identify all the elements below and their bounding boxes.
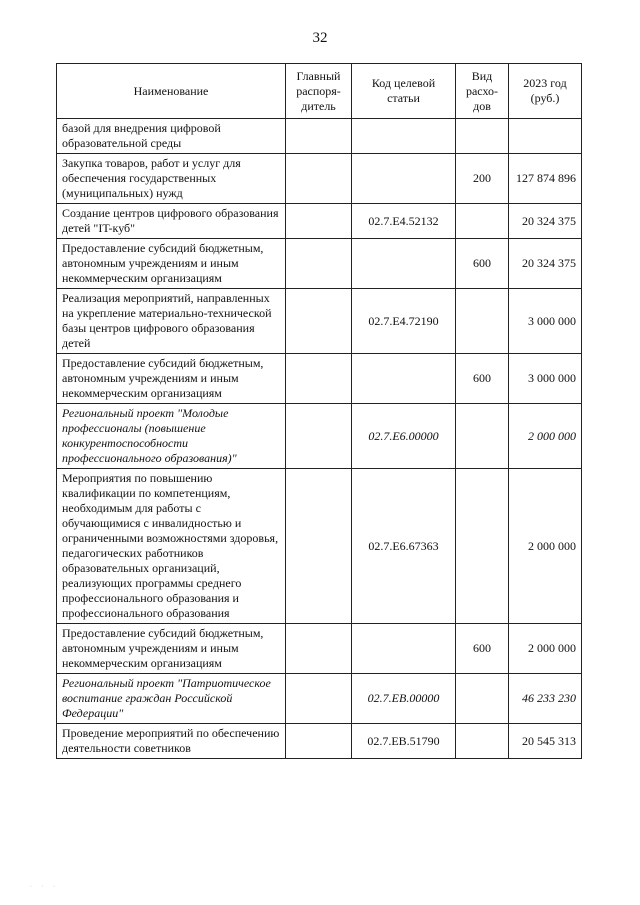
cell-amount: 2 000 000 bbox=[509, 404, 582, 469]
cell-code: 02.7.Е4.52132 bbox=[352, 204, 456, 239]
cell-name: Мероприятия по повышению квалификации по компетенциям, необходимым для работы с обучающимися с инвалидностью и ограниченными возможностями здоровья, педагогических работников образовательных организаций, реализующих программы среднего профессионального образования и профессионального образования bbox=[57, 469, 286, 624]
cell-name: Предоставление субсидий бюджетным, автономным учреждениям и иным некоммерческим организациям bbox=[57, 354, 286, 404]
cell-manager bbox=[286, 674, 352, 724]
cell-manager bbox=[286, 154, 352, 204]
cell-name: Создание центров цифрового образования детей "IT-куб" bbox=[57, 204, 286, 239]
cell-manager bbox=[286, 289, 352, 354]
cell-manager bbox=[286, 354, 352, 404]
header-manager: Главный распоря-дитель bbox=[286, 64, 352, 119]
cell-name: Закупка товаров, работ и услуг для обеспечения государственных (муниципальных) нужд bbox=[57, 154, 286, 204]
cell-code bbox=[352, 119, 456, 154]
table-row bbox=[57, 404, 582, 469]
cell-name: Предоставление субсидий бюджетным, автономным учреждениям и иным некоммерческим организациям bbox=[57, 239, 286, 289]
scan-specks: · · · bbox=[30, 884, 59, 890]
cell-name: базой для внедрения цифровой образовательной среды bbox=[57, 119, 286, 154]
cell-name: Региональный проект "Патриотическое воспитание граждан Российской Федерации" bbox=[57, 674, 286, 724]
table-row bbox=[57, 119, 582, 154]
cell-kind bbox=[456, 469, 509, 624]
cell-code: 02.7.Е6.67363 bbox=[352, 469, 456, 624]
cell-amount: 46 233 230 bbox=[509, 674, 582, 724]
cell-kind bbox=[456, 204, 509, 239]
cell-code: 02.7.ЕВ.00000 bbox=[352, 674, 456, 724]
cell-code bbox=[352, 624, 456, 674]
cell-code bbox=[352, 154, 456, 204]
header-kind: Вид расхо-дов bbox=[456, 64, 509, 119]
table-row bbox=[57, 724, 582, 759]
cell-amount: 20 545 313 bbox=[509, 724, 582, 759]
cell-manager bbox=[286, 624, 352, 674]
cell-amount: 20 324 375 bbox=[509, 204, 582, 239]
cell-name: Реализация мероприятий, направленных на укрепление материально-технической базы центров цифрового образования детей bbox=[57, 289, 286, 354]
cell-kind bbox=[456, 724, 509, 759]
table-header-row bbox=[57, 64, 582, 119]
cell-kind bbox=[456, 404, 509, 469]
cell-code bbox=[352, 239, 456, 289]
budget-table bbox=[56, 63, 582, 759]
cell-name: Предоставление субсидий бюджетным, автономным учреждениям и иным некоммерческим организациям bbox=[57, 624, 286, 674]
cell-code bbox=[352, 354, 456, 404]
cell-manager bbox=[286, 469, 352, 624]
table-row bbox=[57, 354, 582, 404]
cell-manager bbox=[286, 404, 352, 469]
cell-kind: 600 bbox=[456, 239, 509, 289]
cell-name: Региональный проект "Молодые профессионалы (повышение конкурентоспособности профессионального образования)" bbox=[57, 404, 286, 469]
cell-kind: 600 bbox=[456, 624, 509, 674]
cell-manager bbox=[286, 239, 352, 289]
cell-code: 02.7.Е4.72190 bbox=[352, 289, 456, 354]
cell-kind bbox=[456, 289, 509, 354]
cell-name: Проведение мероприятий по обеспечению деятельности советников bbox=[57, 724, 286, 759]
table-row bbox=[57, 289, 582, 354]
table-body bbox=[57, 119, 582, 759]
cell-amount: 20 324 375 bbox=[509, 239, 582, 289]
table-row bbox=[57, 154, 582, 204]
cell-amount: 127 874 896 bbox=[509, 154, 582, 204]
cell-manager bbox=[286, 724, 352, 759]
cell-kind bbox=[456, 674, 509, 724]
cell-amount: 2 000 000 bbox=[509, 469, 582, 624]
cell-amount: 3 000 000 bbox=[509, 289, 582, 354]
cell-manager bbox=[286, 119, 352, 154]
cell-manager bbox=[286, 204, 352, 239]
table-row bbox=[57, 624, 582, 674]
cell-kind: 200 bbox=[456, 154, 509, 204]
header-amount: 2023 год (руб.) bbox=[509, 64, 582, 119]
cell-amount bbox=[509, 119, 582, 154]
cell-kind bbox=[456, 119, 509, 154]
cell-amount: 2 000 000 bbox=[509, 624, 582, 674]
table-row bbox=[57, 204, 582, 239]
table-row bbox=[57, 239, 582, 289]
cell-code: 02.7.Е6.00000 bbox=[352, 404, 456, 469]
table-row bbox=[57, 674, 582, 724]
header-code: Код целевой статьи bbox=[352, 64, 456, 119]
table-row bbox=[57, 469, 582, 624]
cell-kind: 600 bbox=[456, 354, 509, 404]
cell-code: 02.7.ЕВ.51790 bbox=[352, 724, 456, 759]
cell-amount: 3 000 000 bbox=[509, 354, 582, 404]
page-number: 32 bbox=[312, 30, 328, 46]
header-name: Наименование bbox=[57, 64, 286, 119]
